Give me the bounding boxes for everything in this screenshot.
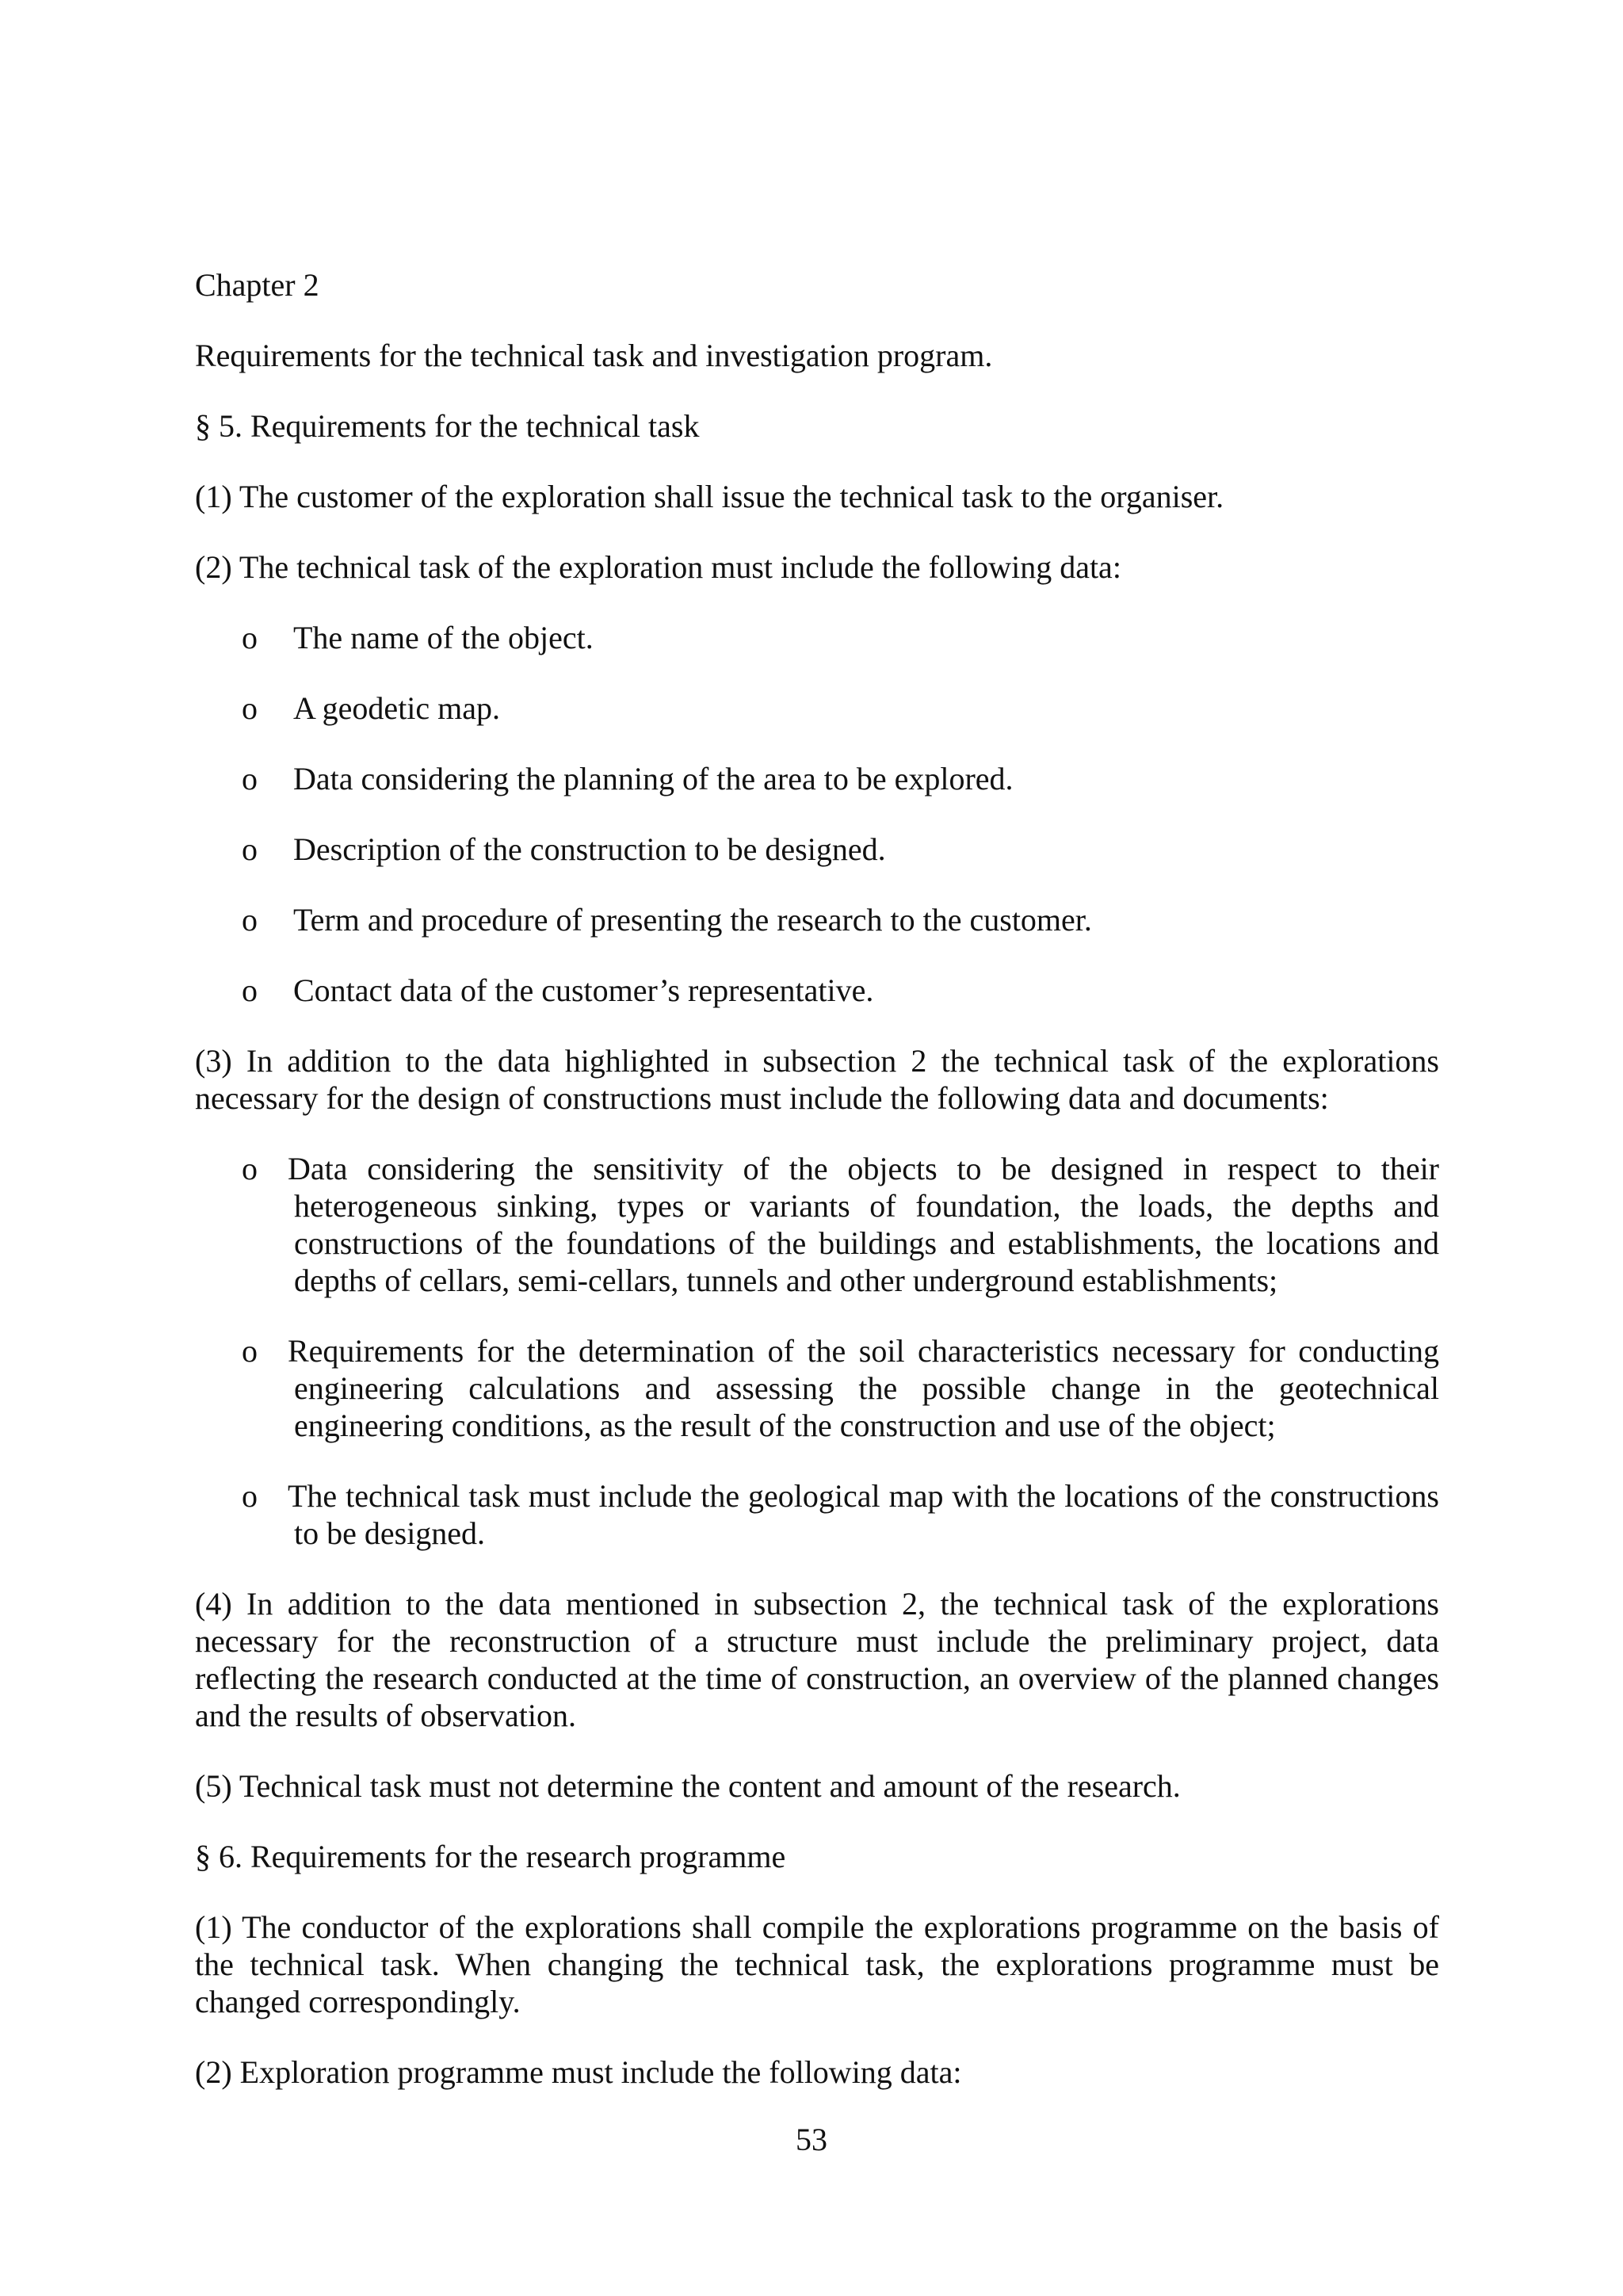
list-item	[195, 972, 1439, 1009]
list-item-text: Description of the construction to be designed.	[293, 831, 886, 867]
list-item	[195, 619, 1439, 656]
list-item-text: Requirements for the determination of the soil characteristics necessary for conducting engineering calculations and assessing the possible change in the geotechnical engineering conditions, as the result of the construction and use of the object;	[288, 1333, 1439, 1443]
section-6-heading: § 6. Requirements for the research programme	[195, 1839, 786, 1874]
list-item	[195, 1477, 1439, 1552]
list-item-text: Data considering the sensitivity of the objects to be designed in respect to their heterogeneous sinking, types or variants of foundation, the loads, the depths and constructions of the foundations of the buildings and establishments, the locations and depths of cellars, semi-cellars, tunnels and other underground establishments;	[288, 1151, 1439, 1298]
section-5-paragraph-5: (5) Technical task must not determine the content and amount of the research.	[195, 1768, 1181, 1804]
list-item	[195, 760, 1439, 797]
section-5-paragraph-4: (4) In addition to the data mentioned in subsection 2, the technical task of the explorations necessary for the reconstruction of a structure must include the preliminary project, data reflecting the research conducted at the time of construction, an overview of the planned changes and the results of observation.	[195, 1586, 1439, 1733]
section-6-paragraph-2: (2) Exploration programme must include the following data:	[195, 2054, 962, 2090]
list-item	[195, 901, 1439, 938]
section-5-paragraph-1: (1) The customer of the exploration shall issue the technical task to the organiser.	[195, 479, 1224, 514]
bullet-marker: o	[242, 620, 258, 655]
section-5-paragraph-3: (3) In addition to the data highlighted in subsection 2 the technical task of the explorations necessary for the design of constructions must include the following data and documents:	[195, 1043, 1439, 1116]
list-item-text: Data considering the planning of the area to be explored.	[293, 761, 1014, 797]
design-data-list	[195, 1150, 1439, 1552]
bullet-marker: o	[242, 902, 258, 938]
section-5-heading: § 5. Requirements for the technical task	[195, 408, 700, 444]
bullet-marker: o	[242, 761, 258, 797]
list-item-text: Term and procedure of presenting the research to the customer.	[293, 902, 1092, 938]
document-page	[195, 266, 1439, 2124]
bullet-marker: o	[242, 1478, 258, 1514]
list-item	[195, 690, 1439, 727]
list-item	[195, 1332, 1439, 1444]
list-item-text: The technical task must include the geological map with the locations of the constructions to be designed.	[288, 1478, 1439, 1551]
page-number: 53	[796, 2122, 827, 2157]
list-item-text: The name of the object.	[293, 620, 594, 655]
list-item-text: Contact data of the customer’s representative.	[293, 972, 874, 1008]
bullet-marker: o	[242, 1333, 258, 1369]
section-6-paragraph-1: (1) The conductor of the explorations shall compile the explorations programme on the basis of the technical task. When changing the technical task, the explorations programme must be changed correspondingly.	[195, 1909, 1439, 2019]
required-data-list	[195, 619, 1439, 1009]
section-5-paragraph-2: (2) The technical task of the exploration must include the following data:	[195, 549, 1121, 585]
list-item	[195, 1150, 1439, 1299]
bullet-marker: o	[242, 690, 258, 726]
bullet-marker: o	[242, 972, 258, 1008]
bullet-marker: o	[242, 1151, 258, 1186]
bullet-marker: o	[242, 831, 258, 867]
chapter-title: Requirements for the technical task and investigation program.	[195, 338, 993, 373]
chapter-label: Chapter 2	[195, 267, 319, 303]
list-item-text: A geodetic map.	[293, 690, 501, 726]
list-item	[195, 831, 1439, 868]
